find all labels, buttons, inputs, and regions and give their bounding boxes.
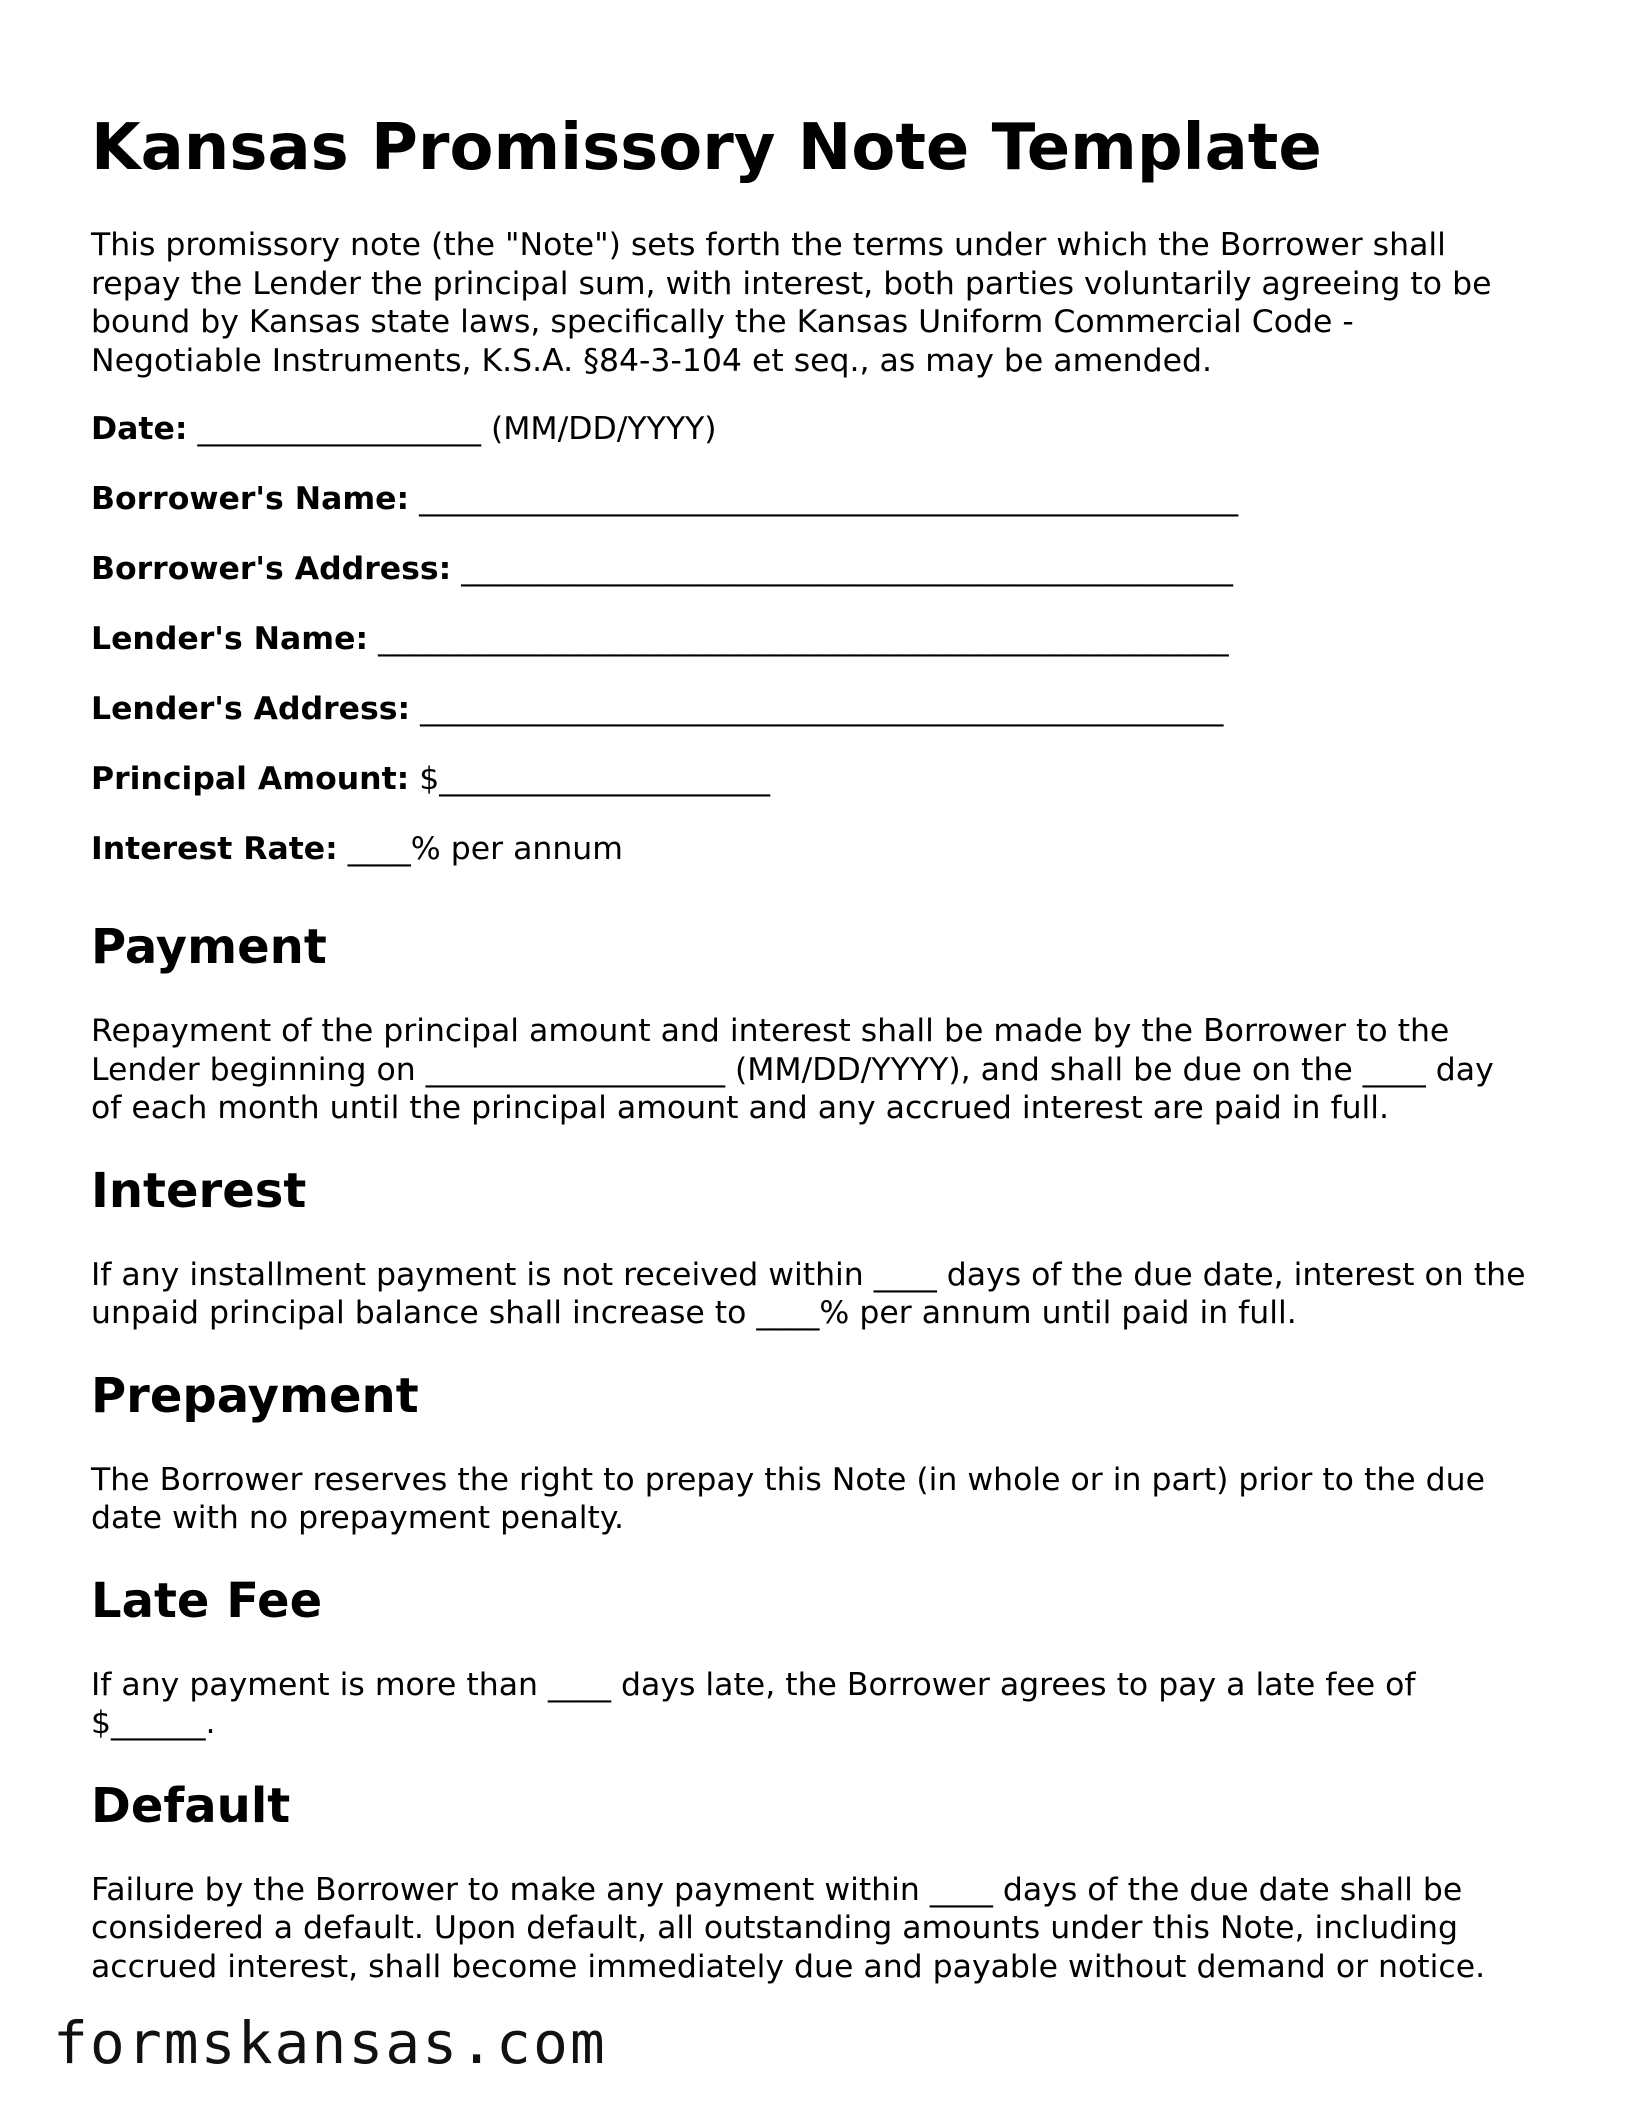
date-label: Date: bbox=[91, 411, 188, 447]
page-title: Kansas Promissory Note Template bbox=[91, 111, 1322, 185]
intro-paragraph: This promissory note (the "Note") sets forth the terms under which the Borrower shall repay the Lender the principal sum, with interest, both parties voluntarily agreeing to be bound by Kansas state laws, specifically the Kansas Uniform Commercial Code - Negotiable Instruments, K.S.A. §84-3-104 et seq., as may be amended. bbox=[91, 227, 1492, 379]
payment-heading: Payment bbox=[91, 919, 327, 975]
interest-rate-blank[interactable]: ____% per annum bbox=[337, 831, 623, 867]
lender-name-field[interactable] bbox=[91, 620, 1551, 658]
payment-paragraph: Repayment of the principal amount and interest shall be made by the Borrower to the Lender beginning on ___________________ (MM/DD/YYYY), and shall be due on the ____ day of each month until the principal amount and any accrued interest are paid in full. bbox=[91, 1013, 1494, 1126]
lender-address-blank[interactable]: ___________________________________________________ bbox=[410, 691, 1224, 727]
prepayment-paragraph: The Borrower reserves the right to prepay this Note (in whole or in part) prior to the due date with no prepayment penalty. bbox=[91, 1461, 1486, 1536]
late-fee-heading: Late Fee bbox=[91, 1572, 323, 1629]
site-watermark: formskansas.com bbox=[53, 2009, 607, 2077]
document-page bbox=[91, 108, 1551, 1986]
lender-address-field[interactable] bbox=[91, 690, 1551, 728]
interest-rate-field[interactable] bbox=[91, 830, 1551, 868]
date-field[interactable] bbox=[91, 410, 1551, 448]
principal-amount-label: Principal Amount: bbox=[91, 761, 410, 797]
prepayment-heading: Prepayment bbox=[91, 1367, 419, 1424]
interest-paragraph: If any installment payment is not received within ____ days of the due date, interest on the unpaid principal balance shall increase to ____% per annum until paid in full. bbox=[91, 1256, 1526, 1331]
borrower-name-label: Borrower's Name: bbox=[91, 481, 410, 517]
lender-address-label: Lender's Address: bbox=[91, 691, 411, 727]
late-fee-paragraph: If any payment is more than ____ days late, the Borrower agrees to pay a late fee of $______. bbox=[91, 1666, 1416, 1741]
default-heading: Default bbox=[91, 1777, 291, 1834]
principal-amount-field[interactable] bbox=[91, 760, 1551, 798]
borrower-address-field[interactable] bbox=[91, 550, 1551, 588]
lender-name-blank[interactable]: ______________________________________________________ bbox=[368, 621, 1229, 657]
default-paragraph: Failure by the Borrower to make any payment within ____ days of the due date shall be considered a default. Upon default, all outstanding amounts under this Note, including accrued interest, shall become immediately due and payable without demand or notice. bbox=[91, 1871, 1486, 1985]
date-blank[interactable]: __________________ (MM/DD/YYYY) bbox=[187, 411, 717, 447]
borrower-address-label: Borrower's Address: bbox=[91, 551, 452, 587]
interest-heading: Interest bbox=[91, 1162, 307, 1219]
lender-name-label: Lender's Name: bbox=[91, 621, 369, 657]
borrower-address-blank[interactable]: _________________________________________________ bbox=[451, 551, 1233, 587]
borrower-name-field[interactable] bbox=[91, 480, 1551, 518]
interest-rate-label: Interest Rate: bbox=[91, 831, 338, 867]
principal-amount-blank[interactable]: $_____________________ bbox=[409, 761, 771, 797]
borrower-name-blank[interactable]: ____________________________________________________ bbox=[409, 481, 1239, 517]
